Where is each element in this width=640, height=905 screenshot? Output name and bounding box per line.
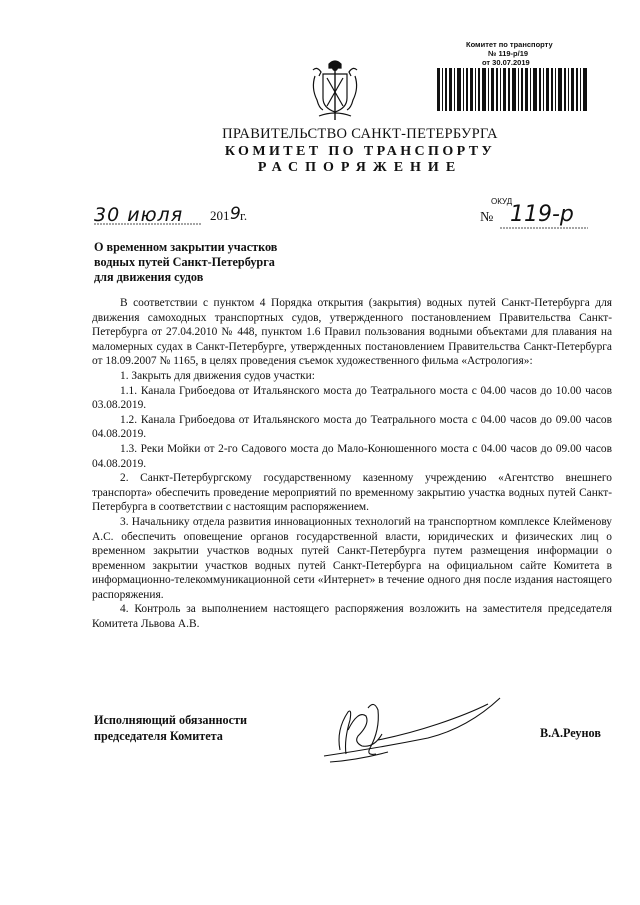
subject-line: для движения судов: [94, 270, 204, 284]
item-1-3: 1.3. Реки Мойки от 2-го Садового моста до Мало-Конюшенного моста с 04.00 часов до 09.00 часов 04.08.2019.: [92, 442, 612, 470]
handwritten-date: 30 июля: [94, 204, 184, 226]
item-2: 2. Санкт-Петербургскому государственному казенному учреждению «Агентство внешнего транспорта» обеспечить проведение мероприятий по временному закрытию участка водных путей Санкт-Петербурга в соответствии с настоящим распоряжением.: [92, 472, 612, 514]
stamp-number: № 119-р/19: [488, 49, 529, 58]
number-label: №: [480, 210, 494, 225]
barcode: [437, 68, 589, 111]
signatory-title: [94, 712, 247, 744]
number-underline: [500, 226, 590, 230]
date-suffix: г.: [240, 208, 248, 223]
handwritten-signature: [318, 690, 518, 770]
item-1-2: 1.2. Канала Грибоедова от Итальянского моста до Театрального моста с 04.00 часов до 09.00 часов 04.08.2019.: [92, 413, 612, 441]
subject-line: водных путей Санкт-Петербурга: [94, 255, 275, 269]
preamble-paragraph: В соответствии с пунктом 4 Порядка открытия (закрытия) водных путей Санкт-Петербурга для движения самоходных транспортных судов, утвержденного постановлением Правительства Санкт-Петербурга от 27.04.2010 № 448, пунктом 1.6 Правил пользования водными объектами для плавания на маломерных судах в Санкт-Петербурге, утвержденных постановлением Правительства Санкт-Петербурга от 18.09.2007 № 1165, в целях проведения съемок художественного фильма «Астрология»:: [92, 297, 612, 368]
body-text: [92, 296, 612, 632]
registration-stamp: [430, 40, 590, 67]
date-underline: [94, 222, 204, 226]
government-title: ПРАВИТЕЛЬСТВО САНКТ-ПЕТЕРБУРГА: [222, 126, 498, 142]
item-3: 3. Начальнику отдела развития инновационных технологий на транспортном комплексе Клейменову А.С. обеспечить оповещение органов государственной власти, юридических и физических лиц о временном закрытии участков водных путей Санкт-Петербурга путем размещения информации о временном закрытии участков водных путей Санкт-Петербурга на официальном сайте Комитета в информационно-телекоммуникационной сети «Интернет» в течение одного дня после издания настоящего распоряжения.: [92, 515, 612, 601]
stamp-committee: Комитет по транспорту: [466, 40, 553, 49]
signatory-name: В.А.Реунов: [540, 726, 601, 740]
signatory-title-line: Исполняющий обязанности: [94, 713, 248, 727]
signatory-title-line: председателя Комитета: [94, 729, 223, 743]
document-type-title: РАСПОРЯЖЕНИЕ: [257, 160, 463, 175]
item-1: 1. Закрыть для движения судов участки:: [120, 369, 315, 382]
subject-line: О временном закрытии участков: [94, 240, 278, 254]
document-number: [480, 202, 590, 232]
coat-of-arms-emblem: [309, 58, 361, 122]
document-date: [94, 206, 264, 228]
handwritten-number: 119-р: [510, 202, 574, 227]
handwritten-year-digit: 9: [230, 204, 242, 224]
committee-title: КОМИТЕТ ПО ТРАНСПОРТУ: [224, 144, 496, 159]
stamp-date: от 30.07.2019: [482, 58, 530, 67]
date-year-prefix: 201: [210, 208, 230, 223]
okud-label: ОКУД: [491, 197, 513, 206]
document-subject: [94, 240, 324, 285]
item-1-1: 1.1. Канала Грибоедова от Итальянского моста до Театрального моста с 04.00 часов до 10.00 часов 03.08.2019.: [92, 384, 612, 412]
item-4: 4. Контроль за выполнением настоящего распоряжения возложить на заместителя председателя Комитета Львова А.В.: [92, 603, 612, 631]
